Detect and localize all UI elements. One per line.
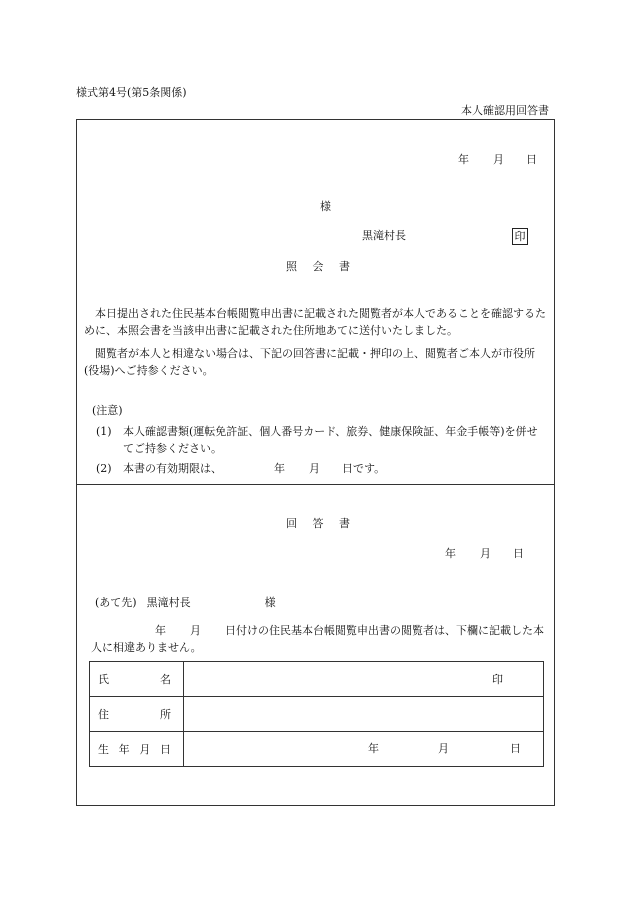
dob-day: 日 (510, 742, 521, 755)
reply-date-year: 年 (445, 547, 456, 560)
statement-text: 日付けの住民基本台帳閲覧申出書の閲覧者は、下欄に記載した本人に相違ありません。 (91, 624, 544, 654)
dob-label-4: 日 (159, 743, 171, 756)
form-title: 本人確認用回答書 (461, 104, 549, 117)
form-number: 様式第4号(第5条関係) (76, 86, 187, 99)
note-1-number: (1) (96, 425, 112, 438)
inquiry-date-day: 日 (526, 153, 537, 166)
note-2-year: 年 (274, 462, 285, 475)
section-divider (76, 484, 555, 485)
name-label-a: 氏 (98, 673, 109, 686)
dob-label (90, 732, 184, 767)
name-field[interactable] (184, 662, 544, 697)
inquiry-date (458, 154, 537, 165)
note-1-text (123, 423, 548, 457)
note-2-month: 月 (309, 462, 320, 475)
notes-heading: (注意) (92, 404, 123, 417)
note-2-text (123, 463, 385, 474)
reply-date (445, 548, 524, 559)
reply-date-day: 日 (513, 547, 524, 560)
dob-field[interactable] (184, 732, 544, 767)
dob-month: 月 (438, 742, 449, 755)
note-2-text-a: 本書の有効期限は、 (123, 462, 222, 475)
dob-label-2: 年 (118, 743, 130, 756)
inquiry-date-year: 年 (458, 153, 469, 166)
sender-name: 黒滝村長 (362, 229, 406, 242)
statement-month: 月 (190, 624, 201, 637)
inquiry-paragraph-1: 本日提出された住民基本台帳閲覧申出書に記載された閲覧者が本人であることを確認するために、本照会書を当該申出書に記載された住所地あてに送付いたしました。 (84, 307, 546, 337)
address-row (90, 697, 544, 732)
statement-year: 年 (155, 624, 166, 637)
address-field[interactable] (184, 697, 544, 732)
dob-label-1: 生 (98, 743, 109, 756)
reply-to-name: 黒滝村長 (146, 596, 191, 609)
name-label (90, 662, 184, 697)
reply-title: 回 答 書 (286, 517, 356, 530)
inquiry-date-month: 月 (493, 153, 504, 166)
seal-mark: 印 (512, 228, 528, 245)
reply-addressee (95, 597, 276, 608)
name-seal: 印 (492, 673, 503, 686)
address-label-b: 所 (160, 708, 171, 721)
inquiry-title: 照 会 書 (286, 260, 356, 273)
note-1-text-content: 本人確認書類(運転免許証、個人番号カード、旅券、健康保険証、年金手帳等)を併せてご持参ください。 (123, 425, 538, 455)
address-label (90, 697, 184, 732)
respondent-table (89, 661, 544, 767)
dob-row (90, 732, 544, 767)
inquiry-paragraph-2: 閲覧者が本人と相違ない場合は、下記の回答書に記載・押印の上、閲覧者ご本人が市役所(役場)へご持参ください。 (84, 347, 535, 377)
dob-label-3: 月 (139, 743, 151, 756)
address-label-a: 住 (98, 708, 109, 721)
reply-date-month: 月 (480, 547, 491, 560)
name-label-b: 名 (160, 673, 171, 686)
reply-to-label: (あて先) (95, 596, 137, 609)
reply-to-honorific: 様 (264, 596, 276, 609)
addressee-honorific: 様 (320, 200, 331, 213)
note-2-number: (2) (96, 462, 112, 475)
name-row (90, 662, 544, 697)
dob-year: 年 (368, 742, 379, 755)
note-2-text-b: 日です。 (342, 462, 386, 475)
